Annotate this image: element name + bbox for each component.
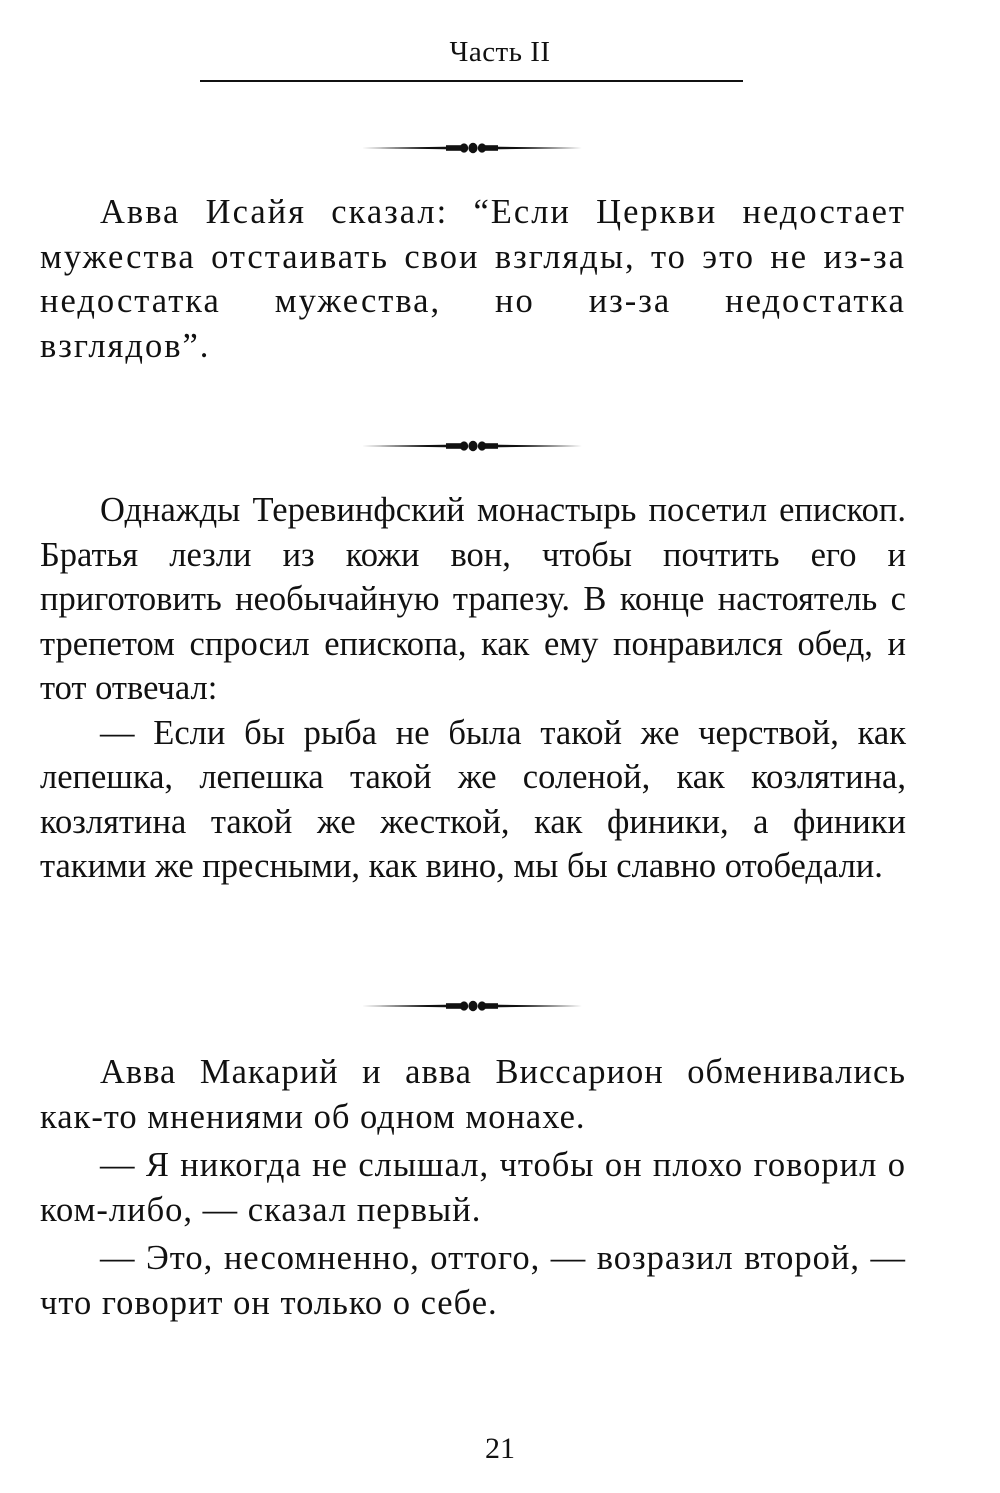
header-rule (200, 80, 743, 82)
story-3-paragraph-2: — Я никогда не слышал, чтобы он плохо говорил о ком-либо, — сказал первый. (40, 1146, 906, 1229)
story-2 (40, 488, 906, 889)
story-1 (40, 190, 906, 368)
story-3-paragraph-3: — Это, несомненно, оттого, — возразил второй, — что говорит он только о себе. (40, 1239, 906, 1322)
story-3-paragraph-1: Авва Макарий и авва Виссарион обменивались как-то мнениями об одном монахе. (40, 1053, 906, 1136)
fleuron-divider-icon (360, 138, 584, 158)
page-number: 21 (485, 1432, 515, 1465)
story-3 (40, 1050, 906, 1326)
running-head: Часть II (449, 36, 551, 68)
fleuron-divider-icon (360, 996, 584, 1016)
story-1-paragraph-1: Авва Исайя сказал: “Если Церкви недостает мужества отстаивать свои взгляды, то это не из-за недостатка мужества, но из-за недостатка взглядов”. (40, 193, 906, 365)
story-2-paragraph-1: Однажды Теревинфский монастырь посетил епископ. Братья лезли из кожи вон, чтобы почтить его и приготовить необычайную трапезу. В конце настоятель с трепетом спросил епископа, как ему понравился обед, и тот отвечал: (40, 491, 906, 707)
fleuron-divider-icon (360, 436, 584, 456)
story-2-paragraph-2: — Если бы рыба не была такой же черствой, как лепешка, лепешка такой же соленой, как козлятина, козлятина такой же жесткой, как финики, а финики такими же пресными, как вино, мы бы славно отобедали. (40, 713, 906, 885)
